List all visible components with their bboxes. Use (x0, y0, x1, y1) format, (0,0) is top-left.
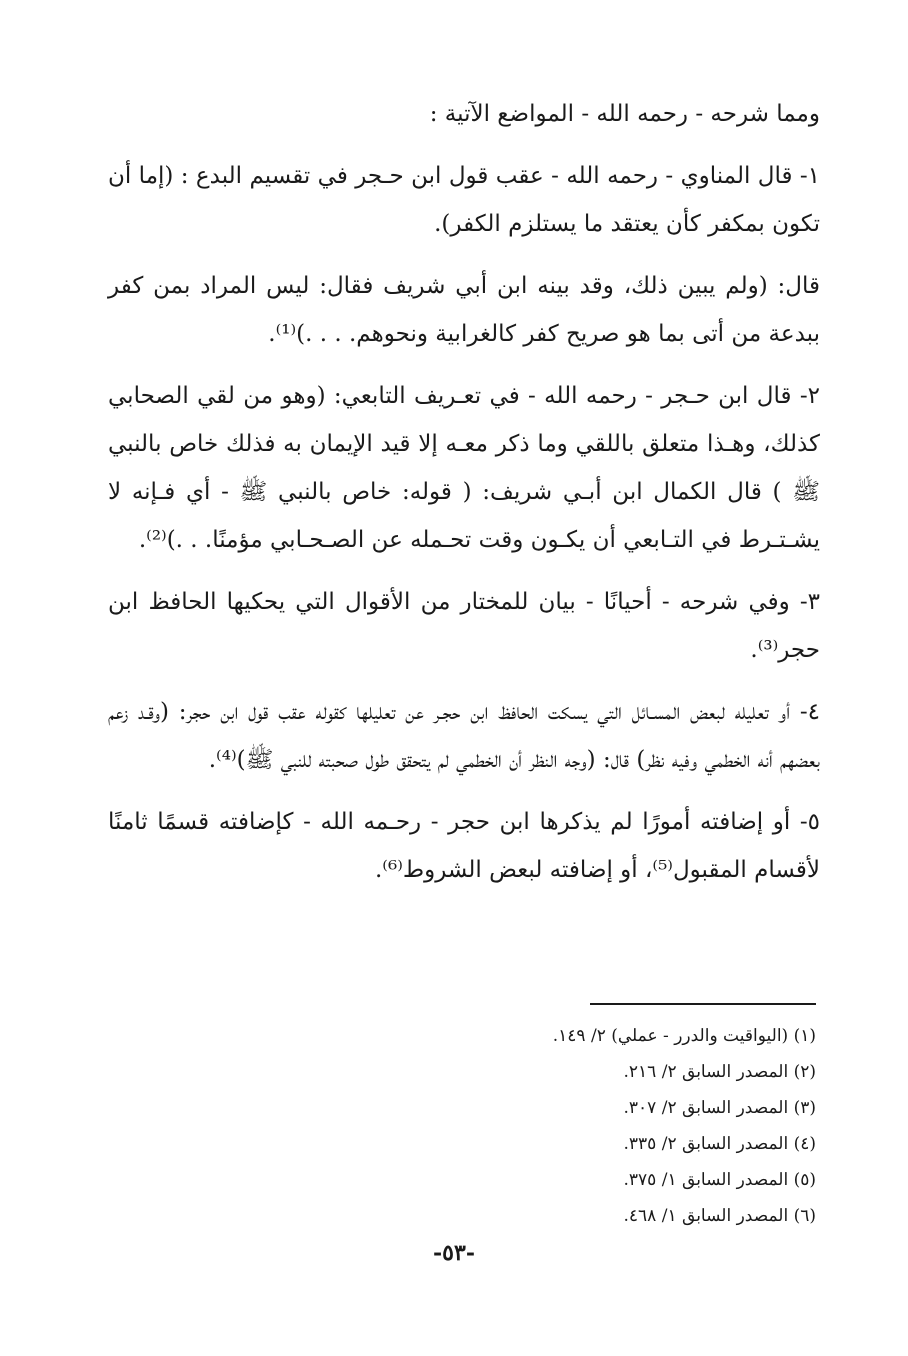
footnotes-list (316, 1018, 816, 1234)
footnote-divider (590, 1003, 816, 1005)
page-number: -٥٣- (433, 1240, 475, 1266)
main-text (108, 90, 820, 908)
paragraph-item-2: ٢- قال ابن حـجر - رحمه الله - في تعـريف التابعي: (وهو من لقي الصحابي كذلك، وهـذا متعلق باللقي وما ذكر معـه إلا قيد الإيمان به فذلك خاص بالنبي ﷺ ) قال الكمال ابن أبـي شريف: ( قوله: خاص بالنبي ﷺ - أي فـإنه لا يشـتـرط في التـابعي أن يكـون وقت تحـمله عن الصـحـابي مؤمنًا. . .)⁽²⁾. (108, 383, 820, 553)
paragraph-item-1: ١- قال المناوي - رحمه الله - عقب قول ابن حـجر في تقسيم البدع : (إما أن تكون بمكفر كأن يعتقد ما يستلزم الكفر). (108, 163, 820, 237)
paragraph-item-5: ٥- أو إضافته أمورًا لم يذكرها ابن حجر - رحـمه الله - كإضافته قسمًا ثامنًا لأقسام المقبول⁽⁵⁾، أو إضافته لبعض الشروط⁽⁶⁾. (108, 809, 820, 883)
footnote-5: (٥) المصدر السابق ١/ ٣٧٥. (623, 1170, 816, 1190)
intro-paragraph: ومما شرحه - رحمه الله - المواضع الآتية : (429, 101, 820, 127)
paragraph-item-3: ٣- وفي شرحه - أحيانًا - بيان للمختار من الأقوال التي يحكيها الحافظ ابن حجر⁽³⁾. (108, 589, 820, 663)
footnote-3: (٣) المصدر السابق ٢/ ٣٠٧. (623, 1098, 816, 1118)
footnote-2: (٢) المصدر السابق ٢/ ٢١٦. (623, 1062, 816, 1082)
paragraph-item-4: ٤- أو تعليله لبعض المسـائل التي يسكت الحافظ ابن حجـر عن تعليلها كقوله عقب قول ابن حجر: (وقـد زعم بعضهم أنه الخطمي وفيه نظر) قال: (وجه النظر أن الخطمي لم يتحقق طول صحبته للنبي ﷺ)⁽⁴⁾. (108, 699, 820, 773)
footnote-4: (٤) المصدر السابق ٢/ ٣٣٥. (623, 1134, 816, 1154)
footnote-1: (١) (اليواقيت والدرر - عملي) ٢/ ١٤٩. (552, 1026, 816, 1046)
paragraph-quote-ibn-abi-sharif: قال: (ولم يبين ذلك، وقد بينه ابن أبي شريف فقال: ليس المراد بمن كفر ببدعة من أتى بما هو صريح كفر كالغرابية ونحوهم. . . .)⁽¹⁾. (108, 273, 820, 347)
footnote-6: (٦) المصدر السابق ١/ ٤٦٨. (623, 1206, 816, 1226)
